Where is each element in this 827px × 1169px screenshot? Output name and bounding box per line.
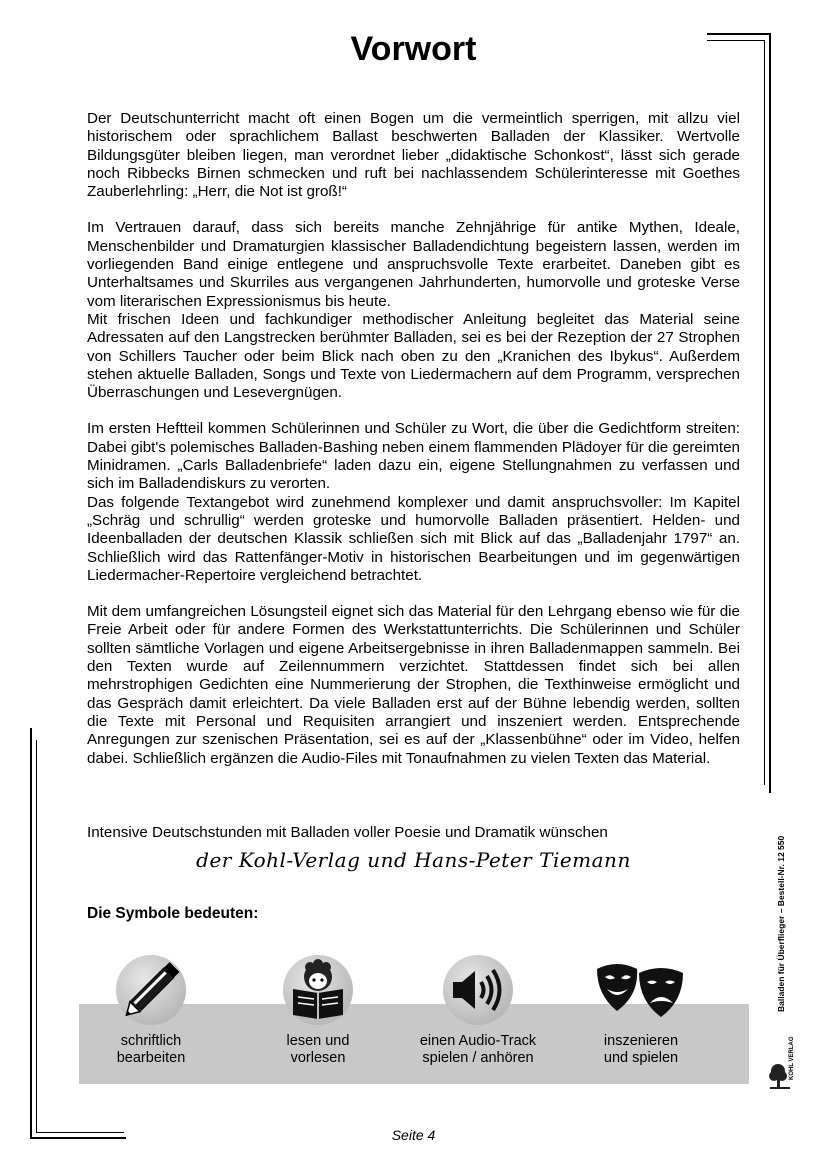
paragraph: Im Vertrauen darauf, dass sich bereits manche Zehnjährige für antike Mythen, Ideale, Menschenbilder und Dramaturgien klassischer Balladendichtung begeistern lassen, werden im vorliegenden Band einige entlegene und anspruchsvolle Texte erarbeitet. Daneben gibt es Unterhaltsames und Skurriles aus vergangenen Jahrhunderten, humorvolle und groteske Verse vom literarischen Expressionismus bis heute. — [87, 219, 740, 310]
paragraph: Der Deutschunterricht macht oft einen Bogen um die vermeintlich sperrigen, mit allzu viel historischem oder sprachlichem Ballast beschwerten Balladen der Klassiker. Wertvolle Bildungsgüter bleiben liegen, man verordnet lieber „didaktische Schonkost“, lässt sich gerade noch Ribbecks Birnen schmecken und ruft bei nachlassendem Schülerinteresse mit Goethes Zauberlehrling: „Herr, die Not ist groß!“ — [87, 110, 740, 201]
pencil-icon — [116, 955, 186, 1025]
symbol-stage — [561, 955, 721, 1067]
frame-bottom-left-v2 — [36, 740, 37, 1133]
paragraph: Im ersten Heftteil kommen Schülerinnen und Schüler zu Wort, die über die Gedichtform streiten: Dabei gibt's polemisches Balladen-Bashing neben einem flammenden Plädoyer für die gereimten Minidramen. „Carls Balladenbriefe“ laden dazu ein, eigene Stellungnahmen zu verfassen und sich im Balladendiskurs zu verorten. — [87, 420, 740, 493]
symbol-caption: lesen und vorlesen — [286, 1033, 350, 1066]
publisher-logo-text: KOHL VERLAG — [789, 1036, 795, 1080]
symbol-write — [71, 955, 231, 1067]
page-number: Seite 4 — [391, 1127, 436, 1143]
symbol-audio — [398, 955, 558, 1067]
frame-top-right-v1 — [769, 33, 771, 793]
theater-masks-icon — [606, 955, 676, 1025]
signature: der Kohl-Verlag und Hans-Peter Tiemann — [196, 848, 631, 872]
closing-line: Intensive Deutschstunden mit Balladen voller Poesie und Dramatik wünschen — [87, 824, 608, 841]
paragraph: Mit dem umfangreichen Lösungsteil eignet sich das Material für den Lehrgang ebenso wie für die Freie Arbeit oder für andere Formen des Werkstattunterrichts. Die Schülerinnen und Schüler sollten sämtliche Vorlagen und eigene Arbeitsergebnisse in ihren Balladenmappen sammeln. Bei den Texten wurde auf Zeilennummern verzichtet. Stattdessen findet sich bei allen mehrstrophigen Gedichten eine Nummerierung der Strophen, die Texthinweise ermöglicht und das Gespräch damit erleichtert. Da viele Balladen erst auf der Bühne lebendig werden, sollten die Texte mit Personal und Requisiten arrangiert und inszeniert werden. Entsprechende Anregungen zur szenischen Präsentation, sei es auf der „Klassenbühne“ oder im Video, helfen dabei. Schließlich ergänzen die Audio-Files mit Tonaufnahmen zu vielen Texten das Material. — [87, 603, 740, 767]
symbol-caption: einen Audio-Track spielen / anhören — [419, 1033, 537, 1066]
foreword-body — [87, 110, 740, 768]
paragraph: Das folgende Textangebot wird zunehmend komplexer und damit anspruchsvoller: Im Kapitel „Schräg und schrullig“ werden groteske und humorvolle Balladen präsentiert. Helden- und Ideenballaden der deutschen Klassik schließen sich mit Blick auf das „Balladenjahr 1797“ an. Schließlich wird das Rattenfänger-Motiv in historischen Bearbeitungen und im gegenwärtigen Liedermacher-Repertoire vergleichend betrachtet. — [87, 493, 740, 584]
speaker-icon — [443, 955, 513, 1025]
frame-bottom-left-v1 — [30, 728, 32, 1138]
side-order-label: Balladen für Überflieger – Bestell-Nr. 12 550 — [776, 835, 786, 1012]
symbol-read — [238, 955, 398, 1067]
paragraph: Mit frischen Ideen und fachkundiger methodischer Anleitung begleitet das Material seine Adressaten auf den Langstrecken berühmter Balladen, sei es bei der Rezeption der 27 Strophen von Schillers Taucher oder beim Blick nach oben zu den „Kranichen des Ibykus“. Außerdem stehen aktuelle Balladen, Songs und Texte von Liedermachern auf dem Programm, versprechen Überraschungen und Lesevergnügen. — [87, 310, 740, 402]
frame-top-right-v2 — [764, 40, 765, 785]
symbol-caption: schriftlich bearbeiten — [116, 1033, 186, 1066]
symbol-caption: inszenieren und spielen — [603, 1033, 679, 1066]
symbols-heading: Die Symbole bedeuten: — [87, 905, 259, 922]
reader-icon — [283, 955, 353, 1025]
page-title: Vorwort — [350, 30, 477, 68]
